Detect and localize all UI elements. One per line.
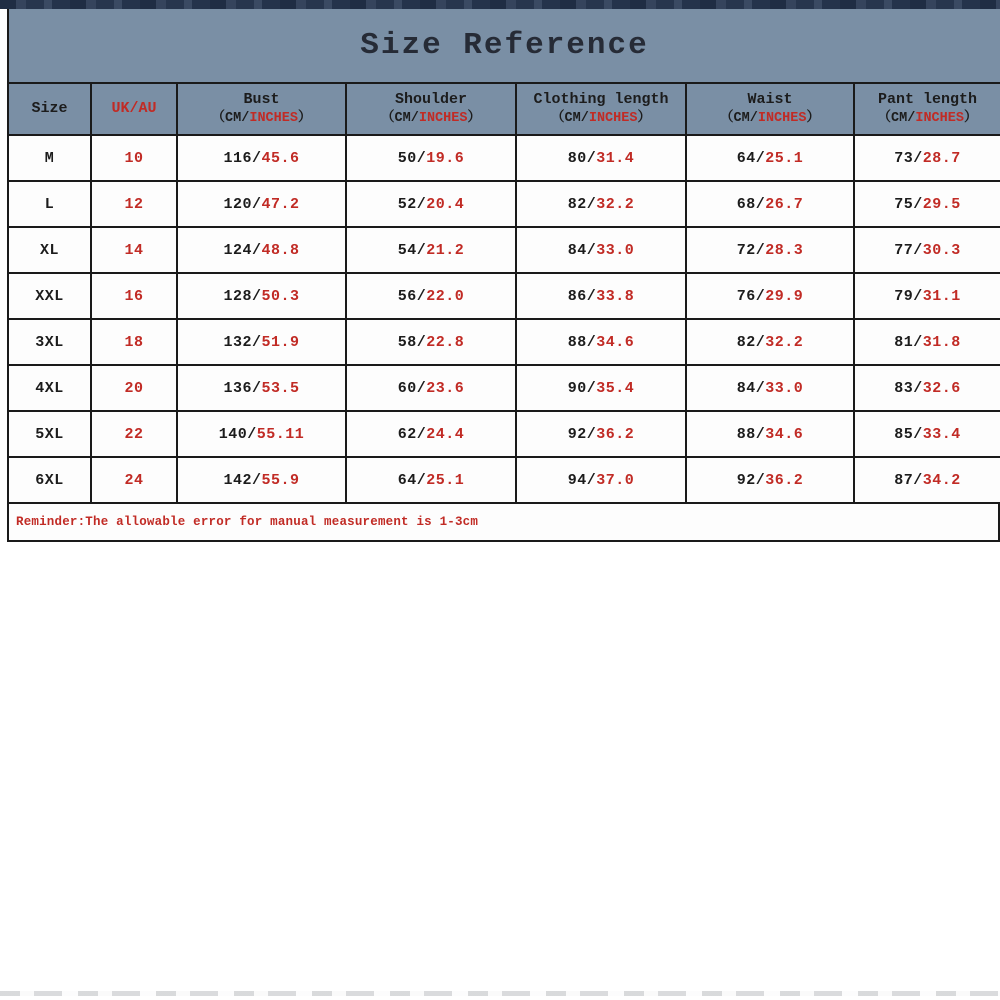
unit-inches: INCHES [418, 111, 468, 127]
bust-cell [177, 135, 346, 181]
shoulder-cell [346, 319, 516, 365]
table-row [8, 411, 1000, 457]
pant-length-cell [854, 457, 1000, 503]
inch-value: 34.2 [922, 471, 961, 489]
bust-cell [177, 365, 346, 411]
inch-value: 45.6 [261, 149, 300, 167]
inch-value: 19.6 [426, 149, 465, 167]
inch-value: 31.1 [922, 287, 961, 305]
bust-cell [177, 227, 346, 273]
unit-prefix: （CM/ [381, 111, 419, 127]
size-chart-sheet [7, 9, 1000, 542]
ukau-cell [91, 365, 177, 411]
size-cell [8, 319, 91, 365]
waist-cell [686, 273, 854, 319]
ukau-value: 22 [124, 425, 144, 443]
table-row [8, 365, 1000, 411]
cm-value: 79/ [894, 287, 923, 305]
inch-value: 48.8 [261, 241, 300, 259]
table-row [8, 319, 1000, 365]
unit-inches: INCHES [757, 111, 807, 127]
inch-value: 22.0 [426, 287, 465, 305]
col-header-pant_length [854, 83, 1000, 135]
col-header-waist [686, 83, 854, 135]
unit-inches: INCHES [915, 111, 964, 127]
table-header [8, 83, 1000, 135]
ukau-value: 16 [124, 287, 144, 305]
cm-value: 86/ [567, 287, 597, 305]
cm-value: 124/ [223, 241, 262, 259]
shoulder-cell [346, 181, 516, 227]
cm-value: 80/ [567, 149, 597, 167]
size-table [7, 82, 1000, 504]
col-header-bust [177, 83, 346, 135]
pant-length-cell [854, 273, 1000, 319]
inch-value: 32.6 [922, 379, 961, 397]
cm-value: 77/ [894, 241, 923, 259]
col-unit-line [855, 110, 1000, 128]
ukau-value: 24 [124, 471, 144, 489]
reminder-note: Reminder:The allowable error for manual measurement is 1-3cm [16, 515, 479, 529]
cm-value: 92/ [567, 425, 597, 443]
size-value: 3XL [35, 333, 64, 351]
shoulder-cell [346, 457, 516, 503]
inch-value: 36.2 [596, 425, 635, 443]
cm-value: 82/ [567, 195, 597, 213]
col-label: Waist [747, 90, 793, 108]
col-label: Shoulder [394, 90, 467, 108]
col-unit-line [178, 110, 345, 128]
cm-value: 76/ [736, 287, 766, 305]
top-edge-strip [0, 0, 1000, 9]
inch-value: 21.2 [426, 241, 465, 259]
cm-value: 52/ [397, 195, 427, 213]
clothing-length-cell [516, 227, 686, 273]
size-value: XXL [35, 287, 64, 305]
bust-cell [177, 457, 346, 503]
shoulder-cell [346, 135, 516, 181]
pant-length-cell [854, 181, 1000, 227]
waist-cell [686, 319, 854, 365]
unit-inches: INCHES [588, 111, 638, 127]
ukau-cell [91, 319, 177, 365]
waist-cell [686, 411, 854, 457]
cm-value: 81/ [894, 333, 923, 351]
ukau-value: 10 [124, 149, 144, 167]
inch-value: 26.7 [765, 195, 804, 213]
inch-value: 34.6 [596, 333, 635, 351]
ukau-cell [91, 457, 177, 503]
ukau-cell [91, 181, 177, 227]
cm-value: 73/ [894, 149, 923, 167]
cm-value: 116/ [223, 149, 262, 167]
cm-value: 64/ [736, 149, 766, 167]
pant-length-cell [854, 319, 1000, 365]
inch-value: 53.5 [261, 379, 300, 397]
cm-value: 136/ [223, 379, 262, 397]
pant-length-cell [854, 365, 1000, 411]
inch-value: 36.2 [765, 471, 804, 489]
inch-value: 33.0 [596, 241, 635, 259]
pant-length-cell [854, 411, 1000, 457]
cm-value: 82/ [736, 333, 766, 351]
inch-value: 47.2 [261, 195, 300, 213]
inch-value: 33.0 [765, 379, 804, 397]
ukau-value: 20 [124, 379, 144, 397]
inch-value: 29.5 [922, 195, 961, 213]
inch-value: 51.9 [261, 333, 300, 351]
ukau-cell [91, 227, 177, 273]
col-unit-line [517, 110, 685, 128]
clothing-length-cell [516, 411, 686, 457]
cm-value: 87/ [894, 471, 923, 489]
cm-value: 58/ [397, 333, 427, 351]
col-label: Pant length [877, 90, 978, 108]
page-title: Size Reference [360, 28, 649, 63]
bust-cell [177, 411, 346, 457]
inch-value: 25.1 [765, 149, 804, 167]
cm-value: 50/ [397, 149, 427, 167]
unit-prefix: （CM/ [551, 111, 589, 127]
inch-value: 24.4 [426, 425, 465, 443]
col-header-uk_au [91, 83, 177, 135]
waist-cell [686, 227, 854, 273]
col-label: Size [31, 99, 68, 117]
size-value: L [44, 195, 55, 213]
inch-value: 30.3 [922, 241, 961, 259]
shoulder-cell [346, 365, 516, 411]
cm-value: 120/ [223, 195, 262, 213]
col-label: Clothing length [533, 90, 669, 108]
inch-value: 50.3 [261, 287, 300, 305]
size-cell [8, 411, 91, 457]
cm-value: 56/ [397, 287, 427, 305]
size-value: 6XL [35, 471, 64, 489]
ukau-cell [91, 411, 177, 457]
bust-cell [177, 181, 346, 227]
unit-suffix: ） [467, 111, 481, 127]
inch-value: 25.1 [426, 471, 465, 489]
col-header-size [8, 83, 91, 135]
inch-value: 33.4 [922, 425, 961, 443]
col-label: Bust [243, 90, 280, 108]
cm-value: 64/ [397, 471, 427, 489]
inch-value: 32.2 [765, 333, 804, 351]
unit-prefix: （CM/ [877, 111, 916, 127]
size-cell [8, 181, 91, 227]
unit-inches: INCHES [249, 111, 298, 127]
inch-value: 34.6 [765, 425, 804, 443]
unit-suffix: ） [806, 111, 820, 127]
inch-value: 31.4 [596, 149, 635, 167]
cm-value: 88/ [567, 333, 597, 351]
ukau-value: 18 [124, 333, 144, 351]
shoulder-cell [346, 227, 516, 273]
ukau-value: 14 [124, 241, 144, 259]
table-row [8, 457, 1000, 503]
cm-value: 88/ [736, 425, 766, 443]
cm-value: 84/ [736, 379, 766, 397]
shoulder-cell [346, 273, 516, 319]
pant-length-cell [854, 227, 1000, 273]
unit-prefix: （CM/ [720, 111, 758, 127]
waist-cell [686, 135, 854, 181]
table-row [8, 227, 1000, 273]
cm-value: 142/ [223, 471, 262, 489]
waist-cell [686, 181, 854, 227]
cm-value: 75/ [894, 195, 923, 213]
waist-cell [686, 457, 854, 503]
bust-cell [177, 319, 346, 365]
cm-value: 60/ [397, 379, 427, 397]
col-header-shoulder [346, 83, 516, 135]
inch-value: 22.8 [426, 333, 465, 351]
unit-prefix: （CM/ [211, 111, 250, 127]
table-row [8, 181, 1000, 227]
inch-value: 55.9 [261, 471, 300, 489]
ukau-cell [91, 135, 177, 181]
size-cell [8, 365, 91, 411]
clothing-length-cell [516, 365, 686, 411]
ukau-value: 12 [124, 195, 144, 213]
cm-value: 72/ [736, 241, 766, 259]
inch-value: 32.2 [596, 195, 635, 213]
reminder-bar [7, 504, 1000, 542]
cm-value: 62/ [397, 425, 427, 443]
table-row [8, 273, 1000, 319]
cm-value: 92/ [736, 471, 766, 489]
inch-value: 28.7 [922, 149, 961, 167]
col-label: UK/AU [111, 99, 157, 117]
unit-suffix: ） [637, 111, 651, 127]
size-value: XL [39, 241, 59, 259]
pant-length-cell [854, 135, 1000, 181]
col-header-clothing_length [516, 83, 686, 135]
inch-value: 23.6 [426, 379, 465, 397]
size-value: M [44, 149, 55, 167]
header-row [8, 83, 1000, 135]
clothing-length-cell [516, 457, 686, 503]
col-unit-line [347, 110, 515, 128]
cm-value: 140/ [218, 425, 257, 443]
table-body [8, 135, 1000, 503]
ukau-cell [91, 273, 177, 319]
inch-value: 31.8 [922, 333, 961, 351]
cm-value: 83/ [894, 379, 923, 397]
cm-value: 85/ [894, 425, 923, 443]
size-value: 5XL [35, 425, 64, 443]
unit-suffix: ） [963, 111, 978, 127]
inch-value: 29.9 [765, 287, 804, 305]
bust-cell [177, 273, 346, 319]
clothing-length-cell [516, 135, 686, 181]
size-cell [8, 227, 91, 273]
unit-suffix: ） [297, 111, 312, 127]
cm-value: 94/ [567, 471, 597, 489]
inch-value: 20.4 [426, 195, 465, 213]
cm-value: 68/ [736, 195, 766, 213]
table-row [8, 135, 1000, 181]
cm-value: 128/ [223, 287, 262, 305]
inch-value: 33.8 [596, 287, 635, 305]
cm-value: 84/ [567, 241, 597, 259]
size-cell [8, 135, 91, 181]
inch-value: 35.4 [596, 379, 635, 397]
clothing-length-cell [516, 319, 686, 365]
shoulder-cell [346, 411, 516, 457]
inch-value: 28.3 [765, 241, 804, 259]
col-unit-line [687, 110, 853, 128]
size-cell [8, 457, 91, 503]
inch-value: 55.11 [256, 425, 305, 443]
clothing-length-cell [516, 181, 686, 227]
waist-cell [686, 365, 854, 411]
size-value: 4XL [35, 379, 64, 397]
clothing-length-cell [516, 273, 686, 319]
inch-value: 37.0 [596, 471, 635, 489]
size-cell [8, 273, 91, 319]
title-band [7, 9, 1000, 82]
cm-value: 90/ [567, 379, 597, 397]
bottom-edge-artifact [0, 991, 1000, 996]
cm-value: 54/ [397, 241, 427, 259]
cm-value: 132/ [223, 333, 262, 351]
